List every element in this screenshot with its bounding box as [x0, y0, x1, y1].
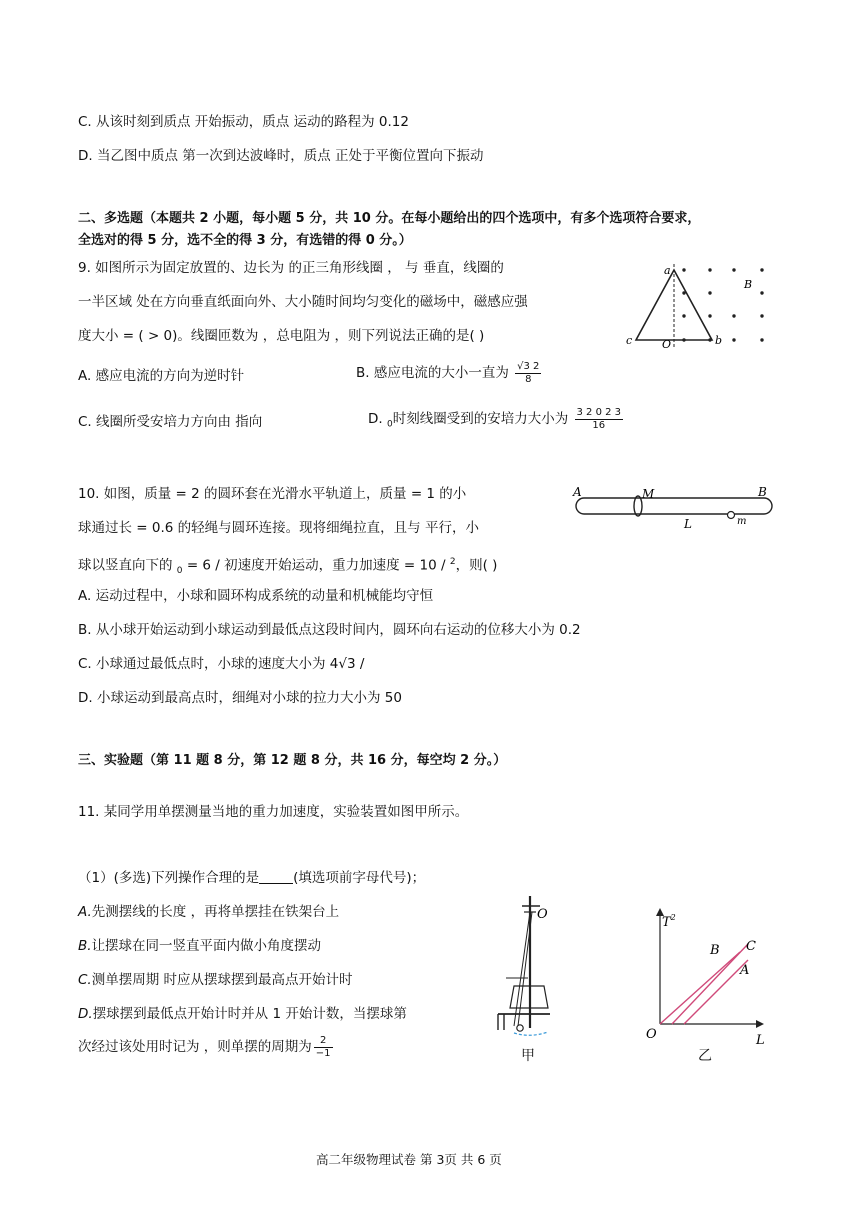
swing-arc [514, 1032, 548, 1035]
label-field-b: B [744, 278, 753, 291]
q10-option-a: A. 运动过程中，小球和圆环构成系统的动量和机械能均守恒 [78, 588, 434, 604]
period-fraction: $\frac{2}{-1}$ [315, 1034, 331, 1059]
q10-stem-line2: 球通过长 = 0.6 的轻绳与圆环连接。现将细绳拉直，且与 平行，小 [78, 520, 479, 536]
q11-stem: 11. 某同学用单摆测量当地的重力加速度，实验装置如图甲所示。 [78, 804, 469, 820]
ring-m [634, 496, 642, 516]
label-c: c [626, 334, 633, 347]
q10-stem-line3: 球以竖直向下的 $_0$ = 6 / 初速度开始运动，重力加速度 = 10 / $^2$，则( ) [78, 557, 498, 577]
q10-option-c: C. 小球通过最低点时，小球的速度大小为 4√3 / [78, 656, 365, 672]
q11-option-d: D.摆球摆到最低点开始计时并从 1 开始计数，当摆球第 [78, 1006, 407, 1022]
q11-part1: （1）(多选)下列操作合理的是 (填选项前字母代号)； [78, 870, 426, 886]
label-m-ball: m [737, 516, 747, 527]
q9-stem-line1: 9. 如图所示为固定放置的、边长为 的正三角形线圈 ， 与 垂直，线圈的 [78, 260, 504, 276]
pendulum-string [514, 912, 530, 1026]
label-a: a [664, 264, 671, 277]
q9-option-b-text: B. 感应电流的大小一直为 [356, 365, 509, 381]
q9-option-b [356, 360, 543, 386]
q10-option-b: B. 从小球开始运动到小球运动到最低点这段时间内，圆环向右运动的位移大小为 0.2 [78, 622, 581, 638]
label-l: L [684, 517, 692, 531]
label-m-ring: M [642, 487, 655, 501]
y-axis-label: $T^2$ [662, 913, 676, 930]
q9-option-b-fraction: $\frac{√3 2}{8}$ [517, 360, 540, 385]
q9-figure-triangle-coil [622, 258, 782, 350]
q9-option-c: C. 线圈所受安培力方向由 指向 [78, 414, 263, 430]
q11-option-d-cont: 次经过该处用时记为 ，则单摆的周期为 $\frac{2}{-1}$ [78, 1034, 331, 1059]
q9-option-d-fraction: $\frac{3 2 0 2 3}{16}$ [576, 406, 622, 431]
figure-yi-caption: 乙 [698, 1048, 712, 1064]
line-b [660, 952, 740, 1024]
q9-option-d: D. $_0$时刻线圈受到的安培力大小为 $\frac{3 2 0 2 3}{16}$ [368, 406, 622, 431]
q9-stem-line3: 度大小 = ( > 0)。线圈匝数为 ，总电阻为 ，则下列说法正确的是( ) [78, 328, 485, 344]
label-a: A [740, 963, 750, 978]
origin-label: O [646, 1027, 657, 1042]
ball-m [728, 512, 735, 519]
page-footer: 高二年级物理试卷 第 3页 共 6 页 [316, 1152, 502, 1167]
q11-option-c: C.测单摆周期 时应从摆球摆到最高点开始计时 [78, 972, 353, 988]
x-axis-label: L [756, 1033, 765, 1048]
pendulum-bob [517, 1025, 523, 1031]
label-b: b [715, 334, 723, 347]
section2-header-line2: 全选对的得 5 分，选不全的得 3 分，有选错的得 0 分。） [78, 233, 412, 248]
answer-blank[interactable] [259, 869, 293, 884]
q11-figure-jia-pendulum [492, 892, 568, 1064]
label-b: B [758, 485, 767, 499]
figure-jia-caption: 甲 [521, 1048, 535, 1064]
q8-option-d: D. 当乙图中质点 第一次到达波峰时，质点 正处于平衡位置向下振动 [78, 148, 484, 164]
label-c: C [746, 939, 756, 954]
label-b: B [710, 943, 720, 958]
q10-option-d: D. 小球运动到最高点时，细绳对小球的拉力大小为 50 [78, 690, 402, 706]
label-o: O [662, 338, 672, 350]
q11-figure-yi-graph [640, 900, 770, 1050]
q9-option-d-text: 时刻线圈受到的安培力大小为 [392, 411, 569, 427]
q9-option-a: A. 感应电流的方向为逆时针 [78, 368, 245, 384]
q10-stem-line1: 10. 如图，质量 = 2 的圆环套在光滑水平轨道上，质量 = 1 的小 [78, 486, 467, 502]
q8-option-c: C. 从该时刻到质点 开始振动，质点 运动的路程为 0.12 [78, 114, 409, 130]
horizontal-rail [576, 498, 772, 514]
label-a: A [573, 485, 582, 499]
section2-header-line1: 二、多选题（本题共 2 小题，每小题 5 分，共 10 分。在每小题给出的四个选项中，有多个选项符合要求， [78, 211, 701, 226]
label-o: O [537, 907, 548, 922]
q10-figure-ring-rail [570, 484, 776, 532]
line-a [684, 960, 748, 1024]
q9-stem-line2: 一半区域 处在方向垂直纸面向外、大小随时间均匀变化的磁场中，磁感应强 [78, 294, 528, 310]
q11-option-b: B.让摆球在同一竖直平面内做小角度摆动 [78, 938, 322, 954]
section3-header: 三、实验题（第 11 题 8 分，第 12 题 8 分，共 16 分，每空均 2 分。） [78, 753, 507, 768]
q11-option-a: A.先测摆线的长度 ，再将单摆挂在铁架台上 [78, 904, 340, 920]
